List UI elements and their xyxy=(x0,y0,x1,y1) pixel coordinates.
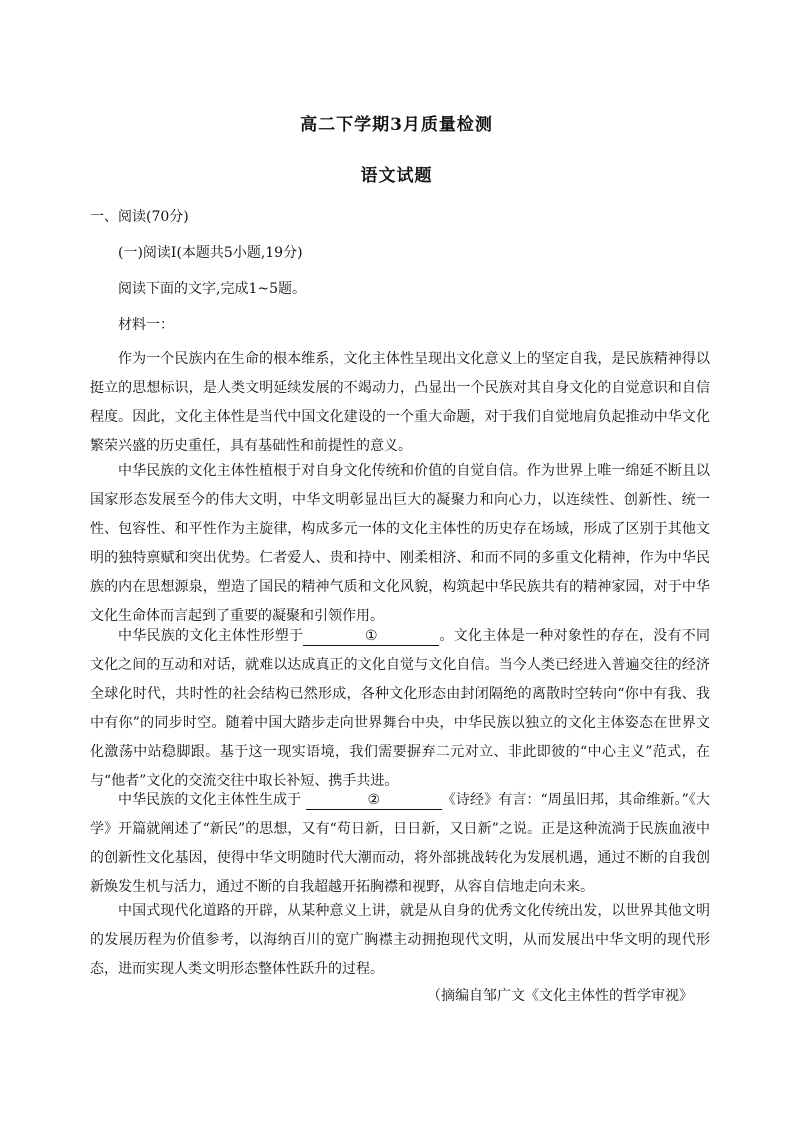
material-label: 材料一： xyxy=(118,317,174,333)
paragraph-1: 作为一个民族内在生命的根本维系，文化主体性呈现出文化意义上的坚定自我，是民族精神得以挺立的思想标识，是人类文明延续发展的不竭动力，凸显出一个民族对其自身文化的自觉意识和自信程度。因此，文化主体性是当代中国文化建设的一个重大命题，对于我们自觉地肩负起推动中华文化繁荣兴盛的历史重任，具有基础性和前提性的意义。 xyxy=(90,351,710,454)
exam-title: 高二下学期3月质量检测 xyxy=(300,115,493,135)
paragraph-4 xyxy=(90,786,710,902)
paragraph-3-body: 。文化主体是一种对象性的存在，没有不同文化之间的互动和对话，就难以达成真正的文化自觉与文化自信。当今人类已经进入普遍交往的经济全球化时代，共时性的社会结构已然形成，各种文化形态由封闭隔绝的离散时空转向“你中有我、我中有你”的同步时空。随着中国大踏步走向世界舞台中央，中华民族以独立的文化主体姿态在世界文化激荡中站稳脚跟。基于这一现实语境，我们需要摒弃二元对立、非此即彼的“中心主义”范式，在与“他者”文化的交流交往中取长补短、携手共进。 xyxy=(90,628,710,789)
paragraph-4-body: 《诗经》有言：“周虽旧邦，其命维新。”《大学》开篇就阐述了“新民”的思想，又有“苟日新，日日新，又日新”之说。正是这种流淌于民族血液中的创新性文化基因，使得中华文明随时代大潮而动，将外部挑战转化为发展机遇，通过不断的自我创新焕发生机与活力，通过不断的自我超越开拓胸襟和视野，从容自信地走向未来。 xyxy=(90,792,710,895)
paragraph-3-lead: 中华民族的文化主体性形塑于 xyxy=(118,628,304,644)
fill-blank-1: ① xyxy=(303,627,439,646)
paragraph-5: 中国式现代化道路的开辟，从某种意义上讲，就是从自身的优秀文化传统出发，以世界其他文明的发展历程为价值参考，以海纳百川的宽广胸襟主动拥抱现代文明，从而发展出中华文明的现代形态，进而实现人类文明形态整体性跃升的过程。 xyxy=(90,903,710,977)
exam-subtitle: 语文试题 xyxy=(360,166,433,186)
source-citation: （摘编自邹广文《文化主体性的哲学审视》 xyxy=(427,988,693,1004)
paragraph-2: 中华民族的文化主体性植根于对自身文化传统和价值的自觉自信。作为世界上唯一绵延不断且以国家形态发展至今的伟大文明，中华文明彰显出巨大的凝聚力和向心力，以连续性、创新性、统一性、包容性、和平性作为主旋律，构成多元一体的文化主体性的历史存在场域，形成了区别于其他文明的独特禀赋和突出优势。仁者爱人、贵和持中、刚柔相济、和而不同的多重文化精神，作为中华民族的内在思想源泉，塑造了国民的精神气质和文化风貌，构筑起中华民族共有的精神家园，对于中华文化生命体而言起到了重要的凝聚和引领作用。 xyxy=(90,463,710,624)
paragraph-3 xyxy=(90,622,710,796)
section-heading: 一、阅读(70分) xyxy=(90,209,189,225)
sub-section-heading: (一)阅读Ⅰ(本题共5小题,19分) xyxy=(118,245,303,261)
reading-instruction: 阅读下面的文字,完成1~5题。 xyxy=(118,281,306,297)
fill-blank-2: ② xyxy=(306,791,442,810)
paragraph-4-lead: 中华民族的文化主体性生成于 xyxy=(118,792,302,808)
